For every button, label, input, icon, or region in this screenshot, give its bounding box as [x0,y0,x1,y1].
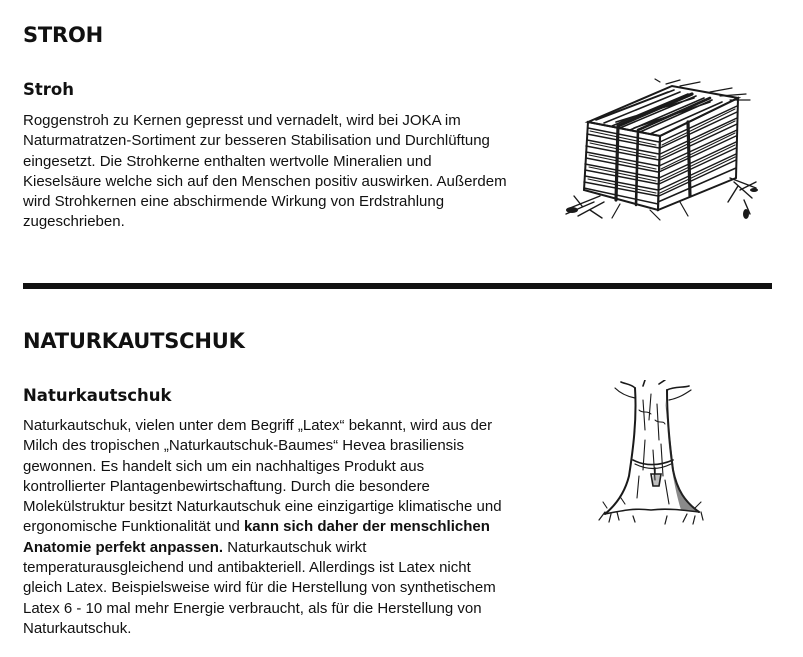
text-line: Latex 6 - 10 mal mehr Energie verbraucht, als für die Herstellung von [23,599,482,617]
text-line: Naturkautschuk. [23,619,132,637]
section-heading-stroh: STROH [23,23,104,47]
emphasis-text: Anatomie perfekt anpassen. [23,538,224,556]
text-span: ergonomische Funktionalität und [23,518,244,536]
paragraph-naturkautschuk [23,416,502,639]
paragraph-stroh [23,111,507,233]
text-line: kontrollierter Plantagenbewirtschaftung. Durch die besondere [23,477,430,495]
section-divider [23,283,772,289]
text-line [23,538,502,558]
text-line: temperaturausgleichend und antibakteriell. Allerdings ist Latex nicht [23,559,471,577]
text-line: Roggenstroh zu Kernen gepresst und vernadelt, wird bei JOKA im [23,112,461,129]
text-span: Naturkautschuk wirkt [223,538,367,556]
straw-bale-illustration [560,78,760,233]
emphasis-text: kann sich daher der menschlichen [243,518,490,536]
text-line: zugeschrieben. [23,213,125,231]
text-line: Molekülstruktur besitzt Naturkautschuk eine einzigartige klimatische und [23,498,502,516]
text-line: gleich Latex. Beispielsweise wird für die Herstellung von synthetischem [23,579,496,597]
text-line: Milch des tropischen „Naturkautschuk-Baumes“ Hevea brasiliensis [23,437,465,455]
subheading-naturkautschuk: Naturkautschuk [23,386,172,405]
section-heading-naturkautschuk: NATURKAUTSCHUK [23,329,245,353]
text-line: Kieselsäure welche sich auf den Menschen positiv auswirken. Außerdem [23,172,507,190]
subheading-stroh: Stroh [23,80,74,99]
rubber-tree-illustration [595,380,710,530]
text-line: Naturmatratzen-Sortiment zur besseren Stabilisation und Durchlüftung [23,132,490,150]
text-line [23,517,502,537]
text-line: Naturkautschuk, vielen unter dem Begriff „Latex“ bekannt, wird aus der [23,417,493,434]
text-line: wird Strohkernen eine abschirmende Wirkung von Erdstrahlung [23,193,445,211]
text-line: eingesetzt. Die Strohkerne enthalten wertvolle Mineralien und [23,152,432,170]
text-line: gewonnen. Es handelt sich um ein nachhaltiges Produkt aus [23,457,425,475]
